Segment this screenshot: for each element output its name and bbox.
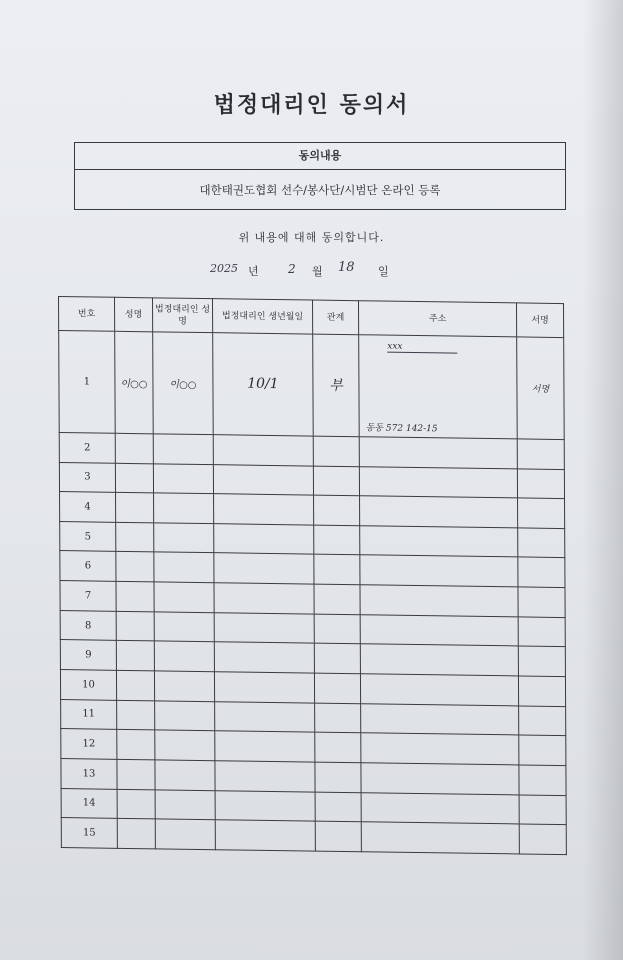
empty-cell <box>361 733 519 765</box>
date-month-handwritten: 2 <box>288 262 296 276</box>
empty-cell <box>214 523 314 554</box>
consent-header: 동의내용 <box>75 143 565 170</box>
empty-cell <box>155 701 215 731</box>
empty-cell <box>154 612 214 642</box>
empty-cell <box>361 792 519 824</box>
empty-cell <box>360 555 518 587</box>
empty-cell <box>116 581 154 611</box>
empty-cell <box>155 819 215 850</box>
date-year-label: 년 <box>248 265 259 278</box>
row-guardian-birth-handwritten: 10/1 <box>213 333 314 436</box>
empty-cell <box>360 526 518 558</box>
empty-cell <box>155 789 215 819</box>
empty-cell <box>519 824 566 854</box>
empty-cell <box>314 673 360 703</box>
date-month-label: 월 <box>312 265 323 278</box>
registration-table <box>58 296 566 855</box>
date-day-label: 일 <box>378 265 389 278</box>
empty-cell <box>518 528 565 558</box>
row-number: 8 <box>60 610 116 640</box>
empty-cell <box>314 555 360 585</box>
row-number: 9 <box>60 640 116 670</box>
row-guardian-name-handwritten: 이○○ <box>153 332 214 435</box>
table-row <box>59 331 565 440</box>
empty-cell <box>115 433 153 463</box>
empty-cell <box>359 466 517 498</box>
empty-cell <box>116 611 154 641</box>
empty-cell <box>215 790 315 821</box>
page-shadow <box>583 0 623 960</box>
empty-cell <box>214 672 314 703</box>
header-address: 주소 <box>358 301 516 337</box>
row-signature-handwritten: 서명 <box>517 337 565 440</box>
empty-cell <box>153 434 213 464</box>
header-name: 성명 <box>115 297 153 332</box>
empty-cell <box>154 671 214 701</box>
empty-cell <box>315 762 361 792</box>
header-guardian-name: 법정대리인 성명 <box>153 298 213 333</box>
empty-cell <box>117 819 155 849</box>
empty-cell <box>518 676 565 706</box>
empty-cell <box>518 498 565 528</box>
empty-cell <box>213 464 313 495</box>
empty-cell <box>314 525 360 555</box>
empty-cell <box>215 731 315 762</box>
empty-cell <box>154 641 214 671</box>
empty-cell <box>361 763 519 795</box>
empty-cell <box>153 463 213 493</box>
empty-cell <box>517 439 564 469</box>
empty-cell <box>519 765 566 795</box>
row-number: 10 <box>60 670 116 700</box>
empty-cell <box>360 614 518 646</box>
empty-cell <box>116 670 154 700</box>
empty-cell <box>519 795 566 825</box>
empty-cell <box>215 761 315 792</box>
header-number: 번호 <box>59 297 115 332</box>
row-address-handwritten <box>359 335 518 439</box>
empty-cell <box>360 674 518 706</box>
empty-cell <box>360 585 518 617</box>
empty-cell <box>154 493 214 523</box>
empty-cell <box>214 553 314 584</box>
empty-cell <box>116 522 154 552</box>
empty-cell <box>116 641 154 671</box>
row-name-handwritten: 이○○ <box>115 331 154 433</box>
row-number: 5 <box>60 521 116 551</box>
empty-cell <box>154 552 214 582</box>
empty-cell <box>154 523 214 553</box>
empty-cell <box>214 494 314 525</box>
row-number: 7 <box>60 581 116 611</box>
empty-cell <box>215 820 315 851</box>
empty-cell <box>315 792 361 822</box>
empty-cell <box>314 643 360 673</box>
row-number: 1 <box>59 331 116 434</box>
row-number: 4 <box>60 492 116 522</box>
empty-cell <box>117 700 155 730</box>
document-title: 법정대리인 동의서 <box>213 92 410 118</box>
consent-box <box>74 142 566 210</box>
empty-cell <box>214 642 314 673</box>
empty-cell <box>314 495 360 525</box>
empty-cell <box>518 557 565 587</box>
empty-cell <box>518 587 565 617</box>
row-number: 15 <box>61 818 117 849</box>
empty-cell <box>117 730 155 760</box>
row-number: 12 <box>61 729 117 759</box>
date-year-handwritten: 2025 <box>210 262 238 275</box>
header-guardian-birth: 법정대리인 생년월일 <box>213 299 313 334</box>
agreement-statement: 위 내용에 대해 동의합니다. <box>238 231 385 244</box>
empty-cell <box>315 703 361 733</box>
empty-cell <box>155 730 215 760</box>
row-number: 6 <box>60 551 116 581</box>
empty-cell <box>215 701 315 732</box>
consent-body: 대한태권도협회 선수/봉사단/시범단 온라인 등록 <box>199 183 441 197</box>
empty-cell <box>115 463 153 493</box>
empty-cell <box>361 703 519 735</box>
empty-cell <box>155 760 215 790</box>
header-relation: 관계 <box>312 300 358 335</box>
row-number: 3 <box>59 462 115 492</box>
empty-cell <box>314 614 360 644</box>
empty-cell <box>116 552 154 582</box>
empty-cell <box>360 496 518 528</box>
empty-cell <box>154 582 214 612</box>
empty-cell <box>315 821 361 851</box>
row-number: 11 <box>61 699 117 729</box>
empty-cell <box>315 732 361 762</box>
empty-cell <box>214 583 314 614</box>
row-number: 14 <box>61 788 117 818</box>
empty-cell <box>517 468 564 498</box>
empty-cell <box>313 466 359 496</box>
table-row <box>61 818 566 855</box>
empty-cell <box>117 759 155 789</box>
empty-cell <box>313 436 359 466</box>
address-struck-text: xxx <box>387 342 457 354</box>
empty-cell <box>116 492 154 522</box>
address-line: 동동 572 142-15 <box>365 423 438 435</box>
empty-cell <box>117 789 155 819</box>
date-day-handwritten: 18 <box>338 260 355 275</box>
empty-cell <box>213 435 313 466</box>
empty-cell <box>519 735 566 765</box>
date-line <box>210 262 410 284</box>
empty-cell <box>359 437 517 469</box>
empty-cell <box>214 612 314 643</box>
empty-cell <box>519 706 566 736</box>
empty-cell <box>518 646 565 676</box>
row-number: 13 <box>61 758 117 788</box>
row-relation-handwritten: 부 <box>313 334 360 437</box>
row-number: 2 <box>59 432 115 462</box>
empty-cell <box>361 822 519 854</box>
empty-cell <box>518 617 565 647</box>
empty-cell <box>360 644 518 676</box>
header-signature: 서명 <box>516 303 563 338</box>
empty-cell <box>314 584 360 614</box>
